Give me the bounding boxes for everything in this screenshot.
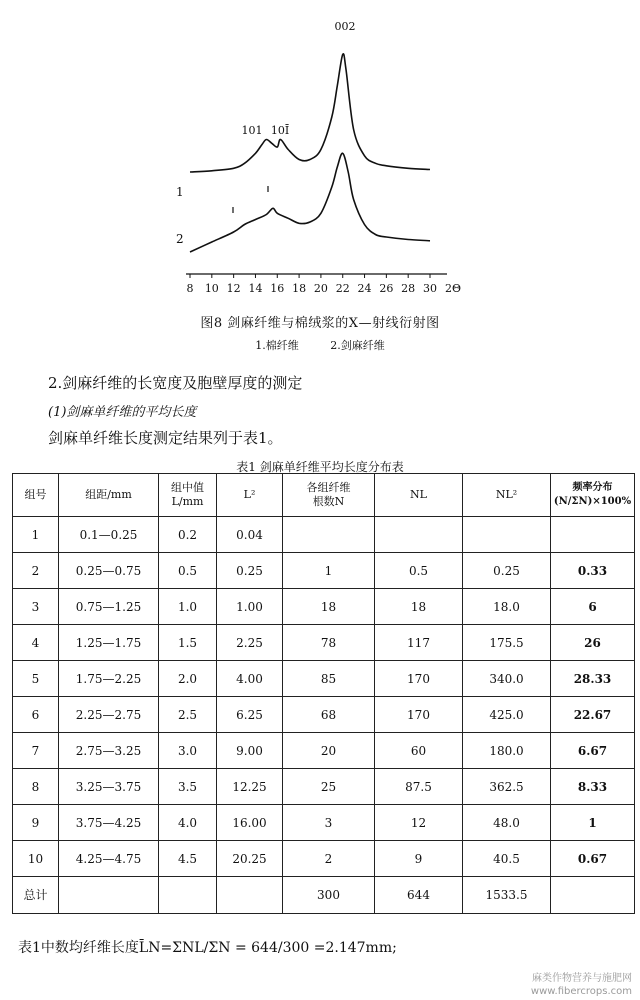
cell-freq: 0.33	[551, 553, 635, 589]
cell-freq: 0.67	[551, 841, 635, 877]
total-nl: 644	[375, 877, 463, 914]
cell-n: 3	[283, 805, 375, 841]
cell-nl2: 362.5	[463, 769, 551, 805]
cell-n: 20	[283, 733, 375, 769]
cell-nl2: 48.0	[463, 805, 551, 841]
cell-range: 0.1—0.25	[59, 517, 159, 553]
figure-caption: 图8 剑麻纤维与棉绒浆的X—射线衍射图	[200, 316, 440, 331]
watermark-line-2: www.fibercrops.com	[530, 986, 632, 997]
x-tick-label: 10	[204, 282, 219, 295]
cell-nl: 0.5	[375, 553, 463, 589]
cell-freq: 26	[551, 625, 635, 661]
cell-nl: 87.5	[375, 769, 463, 805]
header-no: 组号	[13, 474, 59, 517]
table-row	[13, 517, 635, 553]
header-mid-top: 组中值	[171, 481, 204, 494]
xrd-diffraction-chart	[0, 0, 640, 312]
header-mid	[159, 474, 217, 517]
cell-no: 1	[13, 517, 59, 553]
x-axis-label: 2Θ	[445, 282, 462, 295]
peak-annotation-1: 002	[334, 20, 356, 33]
section-heading: 2.剑麻纤维的长宽度及胞壁厚度的测定	[48, 374, 303, 392]
cell-nl: 12	[375, 805, 463, 841]
x-tick-label: 14	[248, 282, 263, 295]
table-row	[13, 661, 635, 697]
cell-mid: 4.0	[159, 805, 217, 841]
cell-range: 2.75—3.25	[59, 733, 159, 769]
table-row	[13, 553, 635, 589]
cell-range: 2.25—2.75	[59, 697, 159, 733]
cell-range: 1.25—1.75	[59, 625, 159, 661]
header-n-top: 各组纤维	[306, 481, 351, 494]
table-row	[13, 589, 635, 625]
x-tick-label: 8	[186, 282, 194, 295]
cell-l2: 9.00	[217, 733, 283, 769]
cell-nl	[375, 517, 463, 553]
cell-n: 2	[283, 841, 375, 877]
total-empty-cell	[59, 877, 159, 914]
cell-range: 3.75—4.25	[59, 805, 159, 841]
table-row	[13, 841, 635, 877]
header-freq-top: 频率分布	[572, 482, 613, 493]
header-mid-bottom: L/mm	[171, 495, 204, 508]
table-total-row	[13, 877, 635, 914]
cell-l2: 2.25	[217, 625, 283, 661]
cell-nl2: 425.0	[463, 697, 551, 733]
header-nl: NL	[375, 474, 463, 517]
cell-nl2: 175.5	[463, 625, 551, 661]
cell-no: 2	[13, 553, 59, 589]
peak-annotation-3: 10Ī	[270, 124, 290, 137]
cell-nl2: 340.0	[463, 661, 551, 697]
cell-nl2: 180.0	[463, 733, 551, 769]
total-n: 300	[283, 877, 375, 914]
cell-mid: 2.5	[159, 697, 217, 733]
cell-mid: 1.5	[159, 625, 217, 661]
cell-no: 7	[13, 733, 59, 769]
cell-mid: 3.0	[159, 733, 217, 769]
intro-line: 剑麻单纤维长度测定结果列于表1。	[48, 429, 283, 447]
table-row	[13, 805, 635, 841]
cell-freq: 6	[551, 589, 635, 625]
table-row	[13, 697, 635, 733]
table-row	[13, 769, 635, 805]
table-title: 表1 剑麻单纤维平均长度分布表	[236, 460, 404, 474]
header-freq-bottom: (N/ΣN)×100%	[553, 496, 632, 507]
cell-mid: 3.5	[159, 769, 217, 805]
cell-nl2: 18.0	[463, 589, 551, 625]
cell-nl: 170	[375, 661, 463, 697]
cell-mid: 0.2	[159, 517, 217, 553]
cell-nl: 60	[375, 733, 463, 769]
footer-formula: 表1中数均纤维长度L̄N=ΣNL/ΣN = 644/300 =2.147mm;	[18, 940, 397, 956]
x-tick-label: 22	[335, 282, 350, 295]
cell-n: 25	[283, 769, 375, 805]
cell-n: 1	[283, 553, 375, 589]
cell-no: 3	[13, 589, 59, 625]
cell-n: 85	[283, 661, 375, 697]
cell-freq: 1	[551, 805, 635, 841]
cell-mid: 1.0	[159, 589, 217, 625]
cell-nl2: 40.5	[463, 841, 551, 877]
x-tick-label: 16	[270, 282, 285, 295]
series-label-1: 1	[176, 185, 184, 199]
cell-l2: 4.00	[217, 661, 283, 697]
cell-n: 68	[283, 697, 375, 733]
table-header-row	[13, 474, 635, 517]
cell-l2: 0.04	[217, 517, 283, 553]
cell-freq: 28.33	[551, 661, 635, 697]
cell-l2: 6.25	[217, 697, 283, 733]
table-row	[13, 625, 635, 661]
header-n	[283, 474, 375, 517]
cell-nl: 170	[375, 697, 463, 733]
legend-item-sisal: 2.剑麻纤维	[330, 339, 385, 352]
x-tick-label: 18	[292, 282, 307, 295]
cell-freq	[551, 517, 635, 553]
series-label-2: 2	[176, 232, 184, 246]
header-range: 组距/mm	[59, 474, 159, 517]
x-tick-label: 20	[313, 282, 328, 295]
cell-no: 4	[13, 625, 59, 661]
figure-legend	[0, 337, 640, 353]
header-nl2: NL²	[463, 474, 551, 517]
cell-no: 6	[13, 697, 59, 733]
cell-l2: 12.25	[217, 769, 283, 805]
subsection-heading: (1)剑麻单纤维的平均长度	[48, 405, 197, 420]
total-empty-cell	[217, 877, 283, 914]
cell-n	[283, 517, 375, 553]
cell-l2: 1.00	[217, 589, 283, 625]
fiber-length-table	[12, 473, 635, 914]
cell-n: 78	[283, 625, 375, 661]
table-row	[13, 733, 635, 769]
cell-range: 0.25—0.75	[59, 553, 159, 589]
series-2-line	[190, 153, 430, 252]
x-tick-label: 12	[226, 282, 241, 295]
cell-range: 1.75—2.25	[59, 661, 159, 697]
x-tick-label: 30	[423, 282, 437, 295]
cell-freq: 22.67	[551, 697, 635, 733]
x-tick-label: 28	[401, 282, 416, 295]
header-n-bottom: 根数N	[312, 495, 345, 508]
watermark	[531, 972, 632, 998]
legend-item-cotton: 1.棉纤维	[255, 339, 299, 352]
cell-l2: 0.25	[217, 553, 283, 589]
total-nl2: 1533.5	[463, 877, 551, 914]
peak-annotation-2: 101	[241, 124, 263, 137]
cell-nl: 117	[375, 625, 463, 661]
total-label: 总计	[13, 877, 59, 914]
header-freq	[551, 474, 635, 517]
header-l2: L²	[217, 474, 283, 517]
cell-freq: 6.67	[551, 733, 635, 769]
cell-no: 5	[13, 661, 59, 697]
x-tick-label: 26	[379, 282, 394, 295]
cell-range: 4.25—4.75	[59, 841, 159, 877]
cell-no: 9	[13, 805, 59, 841]
cell-range: 3.25—3.75	[59, 769, 159, 805]
cell-freq: 8.33	[551, 769, 635, 805]
x-tick-label: 24	[357, 282, 372, 295]
cell-no: 10	[13, 841, 59, 877]
cell-mid: 4.5	[159, 841, 217, 877]
cell-range: 0.75—1.25	[59, 589, 159, 625]
cell-nl: 18	[375, 589, 463, 625]
watermark-line-1: 麻类作物营养与施肥网	[532, 973, 632, 984]
cell-n: 18	[283, 589, 375, 625]
cell-mid: 0.5	[159, 553, 217, 589]
cell-l2: 16.00	[217, 805, 283, 841]
total-empty-cell	[159, 877, 217, 914]
cell-l2: 20.25	[217, 841, 283, 877]
cell-mid: 2.0	[159, 661, 217, 697]
cell-nl2	[463, 517, 551, 553]
cell-nl2: 0.25	[463, 553, 551, 589]
total-empty-cell	[551, 877, 635, 914]
series-1-line	[190, 54, 430, 172]
cell-no: 8	[13, 769, 59, 805]
cell-nl: 9	[375, 841, 463, 877]
